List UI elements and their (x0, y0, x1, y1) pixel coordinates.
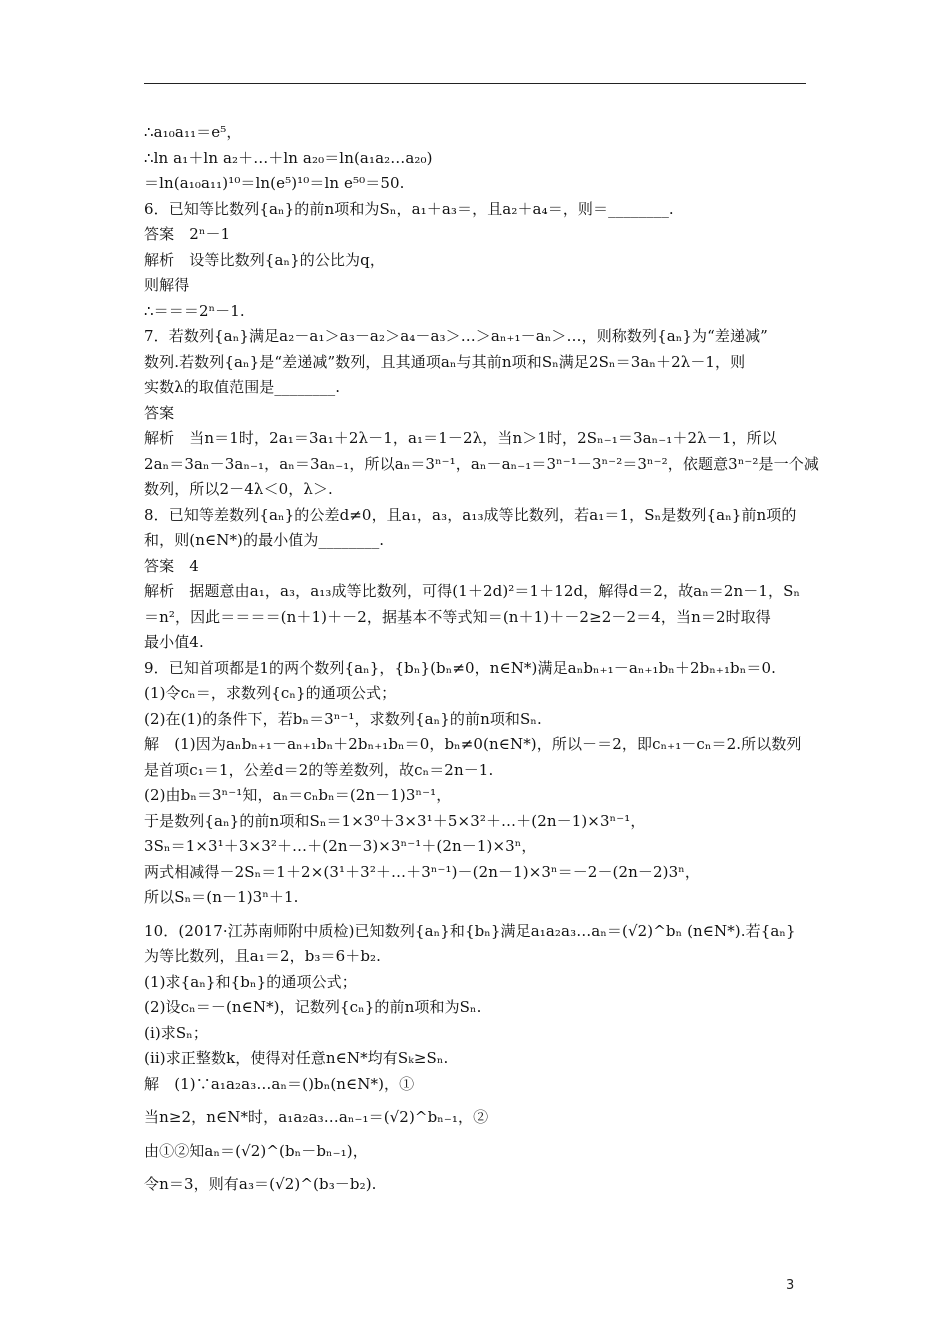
text-line: 3Sₙ＝1×3¹＋3×3²＋…＋(2n－3)×3ⁿ⁻¹＋(2n－1)×3ⁿ， (144, 837, 537, 855)
text-line: 和，则(n∈N*)的最小值为________. (144, 531, 385, 549)
text-line: 令n＝3，则有a₃＝(√2)^(b₃－b₂). (144, 1175, 377, 1193)
answer-line: 答案 2ⁿ－1 (144, 225, 231, 243)
problem-10-line: 10．(2017·江苏南师附中质检)已知数列{aₙ}和{bₙ}满足a₁a₂a₃…aₙ＝(√2)^bₙ (n∈N*).若{aₙ} (144, 921, 796, 940)
solution-line: 解 (1)因为aₙbₙ₊₁－aₙ₊₁bₙ＋2bₙ₊₁bₙ＝0，bₙ≠0(n∈N*)，所以－＝2，即cₙ₊₁－cₙ＝2.所以数列 (144, 735, 802, 753)
text-line: (ii)求正整数k，使得对任意n∈N*均有Sₖ≥Sₙ. (144, 1049, 449, 1067)
document-body (144, 120, 824, 1198)
text-line: 由①②知aₙ＝(√2)^(bₙ－bₙ₋₁)， (144, 1141, 368, 1160)
text-line: ∴＝＝＝2ⁿ－1. (144, 301, 245, 320)
text-line: ＝n²，因此＝＝＝＝(n＋1)＋－2，据基本不等式知＝(n＋1)＋－2≥2－2＝4，当n＝2时取得 (144, 607, 771, 626)
analysis-line: 解析 据题意由a₁，a₃，a₁₃成等比数列，可得(1＋2d)²＝1＋12d，解得d＝2，故aₙ＝2n－1，Sₙ (144, 582, 801, 600)
text-line: 数列.若数列{aₙ}是“差递减”数列，且其通项aₙ与其前n项和Sₙ满足2Sₙ＝3aₙ＋2λ－1，则 (144, 352, 746, 371)
text-line: (i)求Sₙ； (144, 1023, 208, 1042)
problem-7-line: 7．若数列{aₙ}满足a₂－a₁＞a₃－a₂＞a₄－a₃＞…＞aₙ₊₁－aₙ＞…，则称数列{aₙ}为“差递减” (144, 327, 768, 345)
text-line: 最小值4. (144, 633, 204, 651)
analysis-line: 解析 设等比数列{aₙ}的公比为q， (144, 250, 385, 269)
text-line: 是首项c₁＝1，公差d＝2的等差数列，故cₙ＝2n－1. (144, 760, 494, 779)
text-line: 实数λ的取值范围是________. (144, 378, 341, 396)
page-number: 3 (786, 1278, 795, 1293)
text-line: (2)由bₙ＝3ⁿ⁻¹知，aₙ＝cₙbₙ＝(2n－1)3ⁿ⁻¹， (144, 786, 452, 804)
problem-6-line: 6．已知等比数列{aₙ}的前n项和为Sₙ，a₁＋a₃＝，且a₂＋a₄＝，则＝________. (144, 199, 674, 218)
text-line: ∴a₁₀a₁₁＝e⁵， (144, 123, 242, 141)
text-line: (2)设cₙ＝－(n∈N*)，记数列{cₙ}的前n项和为Sₙ. (144, 998, 482, 1016)
text-line: 则解得 (144, 276, 190, 294)
problem-9-line: 9．已知首项都是1的两个数列{aₙ}，{bₙ}(bₙ≠0，n∈N*)满足aₙbₙ₊₁－aₙ₊₁bₙ＋2bₙ₊₁bₙ＝0. (144, 658, 776, 677)
problem-8-line: 8．已知等差数列{aₙ}的公差d≠0，且a₁，a₃，a₁₃成等比数列，若a₁＝1，Sₙ是数列{aₙ}前n项的 (144, 505, 797, 524)
text-line: 2aₙ＝3aₙ－3aₙ₋₁，aₙ＝3aₙ₋₁，所以aₙ＝3ⁿ⁻¹，aₙ－aₙ₋₁＝3ⁿ⁻¹－3ⁿ⁻²＝3ⁿ⁻²，依题意3ⁿ⁻²是一个减 (144, 454, 819, 473)
text-line: 为等比数列，且a₁＝2，b₃＝6＋b₂. (144, 947, 382, 965)
text-line: 数列，所以2－4λ＜0，λ＞. (144, 480, 333, 498)
analysis-line: 解析 当n＝1时，2a₁＝3a₁＋2λ－1，a₁＝1－2λ，当n＞1时，2Sₙ₋₁＝3aₙ₋₁＋2λ－1，所以 (144, 429, 777, 447)
text-line: (2)在(1)的条件下，若bₙ＝3ⁿ⁻¹，求数列{aₙ}的前n项和Sₙ. (144, 709, 542, 728)
text-line: ∴ln a₁＋ln a₂＋…＋ln a₂₀＝ln(a₁a₂…a₂₀) (144, 148, 433, 167)
text-line: 于是数列{aₙ}的前n项和Sₙ＝1×3⁰＋3×3¹＋5×3²＋…＋(2n－1)×3ⁿ⁻¹， (144, 811, 646, 830)
solution-line: 解 (1)∵a₁a₂a₃…aₙ＝()bₙ(n∈N*)，① (144, 1074, 415, 1093)
text-line: 所以Sₙ＝(n－1)3ⁿ＋1. (144, 888, 299, 906)
text-line: ＝ln(a₁₀a₁₁)¹⁰＝ln(e⁵)¹⁰＝ln e⁵⁰＝50. (144, 174, 405, 192)
text-line: (1)求{aₙ}和{bₙ}的通项公式； (144, 972, 357, 991)
text-line: 当n≥2，n∈N*时，a₁a₂a₃…aₙ₋₁＝(√2)^bₙ₋₁，② (144, 1108, 489, 1126)
header-rule (144, 83, 806, 84)
answer-line: 答案 (144, 403, 175, 422)
text-line: 两式相减得－2Sₙ＝1＋2×(3¹＋3²＋…＋3ⁿ⁻¹)－(2n－1)×3ⁿ＝－2－(2n－2)3ⁿ， (144, 862, 700, 881)
text-line: (1)令cₙ＝，求数列{cₙ}的通项公式； (144, 684, 397, 702)
answer-line: 答案 4 (144, 556, 199, 575)
